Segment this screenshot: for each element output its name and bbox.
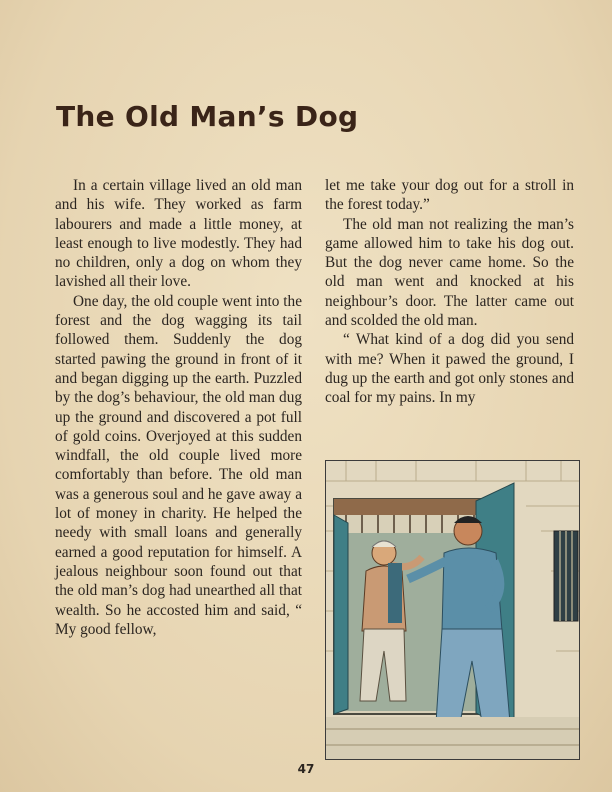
page-number: 47 [297, 762, 315, 776]
door-left-panel [334, 515, 348, 714]
story-title: The Old Man’s Dog [56, 100, 359, 133]
paragraph: let me take your dog out for a stroll in the forest today.” [325, 177, 574, 214]
cloth [388, 563, 402, 623]
left-column [55, 176, 302, 639]
lintel [334, 499, 484, 515]
paragraph: One day, the old couple went into the forest and the dog wagging its tail followed them. Suddenly the dog started pawing the ground in front of it and began digging up the earth. Puzzled by the dog’s behaviour, the old man dug up the ground and discovered a pot full of gold coins. Overjoyed at this sudden windfall, the old couple lived more comfortably than before. The old man was a generous soul and he gave away a lot of money in charity. He helped the needy with small loans and generally earned a good reputation for himself. A jealous neighbour soon found out that the old man’s dog had unearthed all that wealth. So he accosted him and said, “ My good fellow, [55, 292, 302, 638]
story-illustration [325, 460, 580, 760]
right-column [325, 176, 574, 408]
paragraph: The old man not realizing the man’s game allowed him to take his dog out. But the dog never came home. So the old man went and knocked at his neighbour’s door. The latter came out and scolded the old man. [325, 215, 574, 330]
paragraph: “ What kind of a dog did you send with me? When it pawed the ground, I dug up the earth and got only stones and coal for my pains. In my [325, 331, 574, 407]
floor [326, 717, 580, 760]
paragraph: In a certain village lived an old man and his wife. They worked as farm labourers and made a little money, at least enough to live modestly. They had no children, only a dog on whom they lavished all their love. [55, 177, 302, 291]
illustration-drawing [326, 461, 580, 760]
